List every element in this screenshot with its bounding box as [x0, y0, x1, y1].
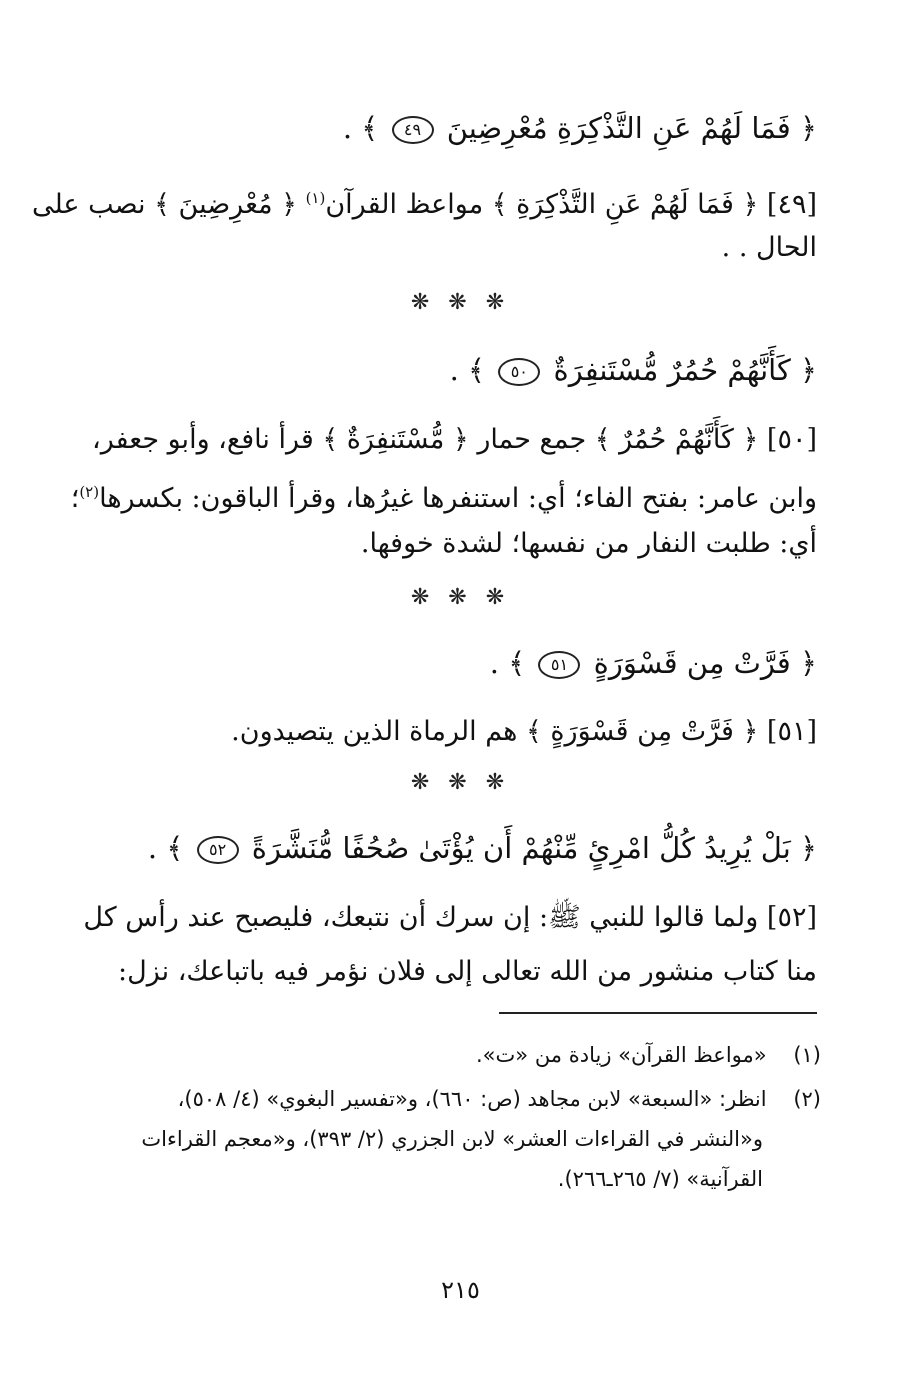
- footnote-text: و«النشر في القراءات العشر» لابن الجزري (٢/ ٣٩٣)، و«معجم القراءات: [141, 1127, 763, 1151]
- commentary-text: ؛: [70, 483, 80, 514]
- section-separator: ❋ ❋ ❋: [410, 585, 511, 610]
- commentary-52-line-1: [83, 898, 817, 938]
- commentary-text: [٥١] ﴿ فَرَّتْ مِن قَسْوَرَةٍ ﴾ هم الرماة الذين يتصيدون.: [231, 716, 817, 747]
- quran-verse-52: [104, 828, 817, 868]
- ayah-number-marker: ٤٩: [392, 116, 434, 144]
- section-separator: ❋ ❋ ❋: [410, 290, 511, 315]
- commentary-50-line-3: [104, 524, 817, 564]
- footnote-text: «مواعظ القرآن» زيادة من «ت».: [476, 1043, 767, 1067]
- commentary-51-line-1: [104, 712, 817, 752]
- footnote-2-line-1: [104, 1082, 821, 1116]
- verse-text: ﴿ فَمَا لَهُمْ عَنِ التَّذْكِرَةِ مُعْرِضِينَ: [446, 111, 817, 145]
- quran-verse-49: [104, 108, 817, 148]
- footnote-number: (٢): [793, 1087, 821, 1111]
- footnote-1: [104, 1038, 821, 1072]
- commentary-49-line-1: [31, 178, 817, 225]
- footnote-2-line-2: [104, 1122, 763, 1156]
- footnote-number: (١): [793, 1043, 821, 1067]
- verse-text: ﴿ كَأَنَّهُمْ حُمُرٌ مُّسْتَنفِرَةٌ: [553, 353, 817, 387]
- commentary-50-line-1: [92, 420, 817, 460]
- verse-end: ﴾ .: [342, 111, 379, 145]
- verse-text: ﴿ بَلْ يُرِيدُ كُلُّ امْرِئٍ مِّنْهُمْ أَن يُؤْتَىٰ صُحُفًا مُّنَشَّرَةً: [251, 831, 817, 865]
- verse-end: ﴾ .: [147, 831, 184, 865]
- footnote-ref: (٢): [79, 483, 100, 501]
- commentary-50-line-2: [70, 472, 817, 519]
- section-separator: ❋ ❋ ❋: [410, 770, 511, 795]
- commentary-text: [٥٢] ولما قالوا للنبي ﷺ: إن سرك أن نتبعك، فليصبح عند رأس كل: [83, 902, 817, 933]
- verse-end: ﴾ .: [449, 353, 486, 387]
- commentary-49-line-2: [104, 228, 817, 268]
- page-number: ٢١٥: [441, 1276, 480, 1304]
- verse-end: ﴾ .: [489, 646, 526, 680]
- commentary-text: الحال . .: [721, 232, 817, 263]
- footnote-text: القرآنية» (٧/ ٢٦٥ـ٢٦٦).: [557, 1167, 763, 1191]
- commentary-text: منا كتاب منشور من الله تعالى إلى فلان نؤمر فيه باتباعك، نزل:: [118, 956, 817, 987]
- footnote-divider: [499, 1012, 817, 1014]
- commentary-text: أي: طلبت النفار من نفسها؛ لشدة خوفها.: [360, 528, 817, 559]
- ayah-number-marker: ٥١: [538, 651, 580, 679]
- commentary-text: ﴿ مُعْرِضِينَ ﴾ نصب على: [31, 189, 297, 220]
- commentary-text: [٤٩] ﴿ فَمَا لَهُمْ عَنِ التَّذْكِرَةِ ﴾ مواعظ القرآن: [325, 189, 817, 220]
- commentary-text: وابن عامر: بفتح الفاء؛ أي: استنفرها غيرُها، وقرأ الباقون: بكسرها: [99, 483, 817, 514]
- commentary-text: [٥٠] ﴿ كَأَنَّهُمْ حُمُرٌ ﴾ جمع حمار ﴿ مُّسْتَنفِرَةٌ ﴾ قرأ نافع، وأبو جعفر،: [92, 424, 817, 455]
- quran-verse-50: [104, 350, 817, 390]
- footnote-2-line-3: [104, 1162, 763, 1196]
- ayah-number-marker: ٥٢: [197, 836, 239, 864]
- ayah-number-marker: ٥٠: [498, 358, 540, 386]
- quran-verse-51: [104, 643, 817, 683]
- verse-text: ﴿ فَرَّتْ مِن قَسْوَرَةٍ: [593, 646, 817, 680]
- commentary-52-line-2: [104, 952, 817, 992]
- footnote-ref: (١): [305, 189, 326, 207]
- footnote-text: انظر: «السبعة» لابن مجاهد (ص: ٦٦٠)، و«تفسير البغوي» (٤/ ٥٠٨)،: [177, 1087, 767, 1111]
